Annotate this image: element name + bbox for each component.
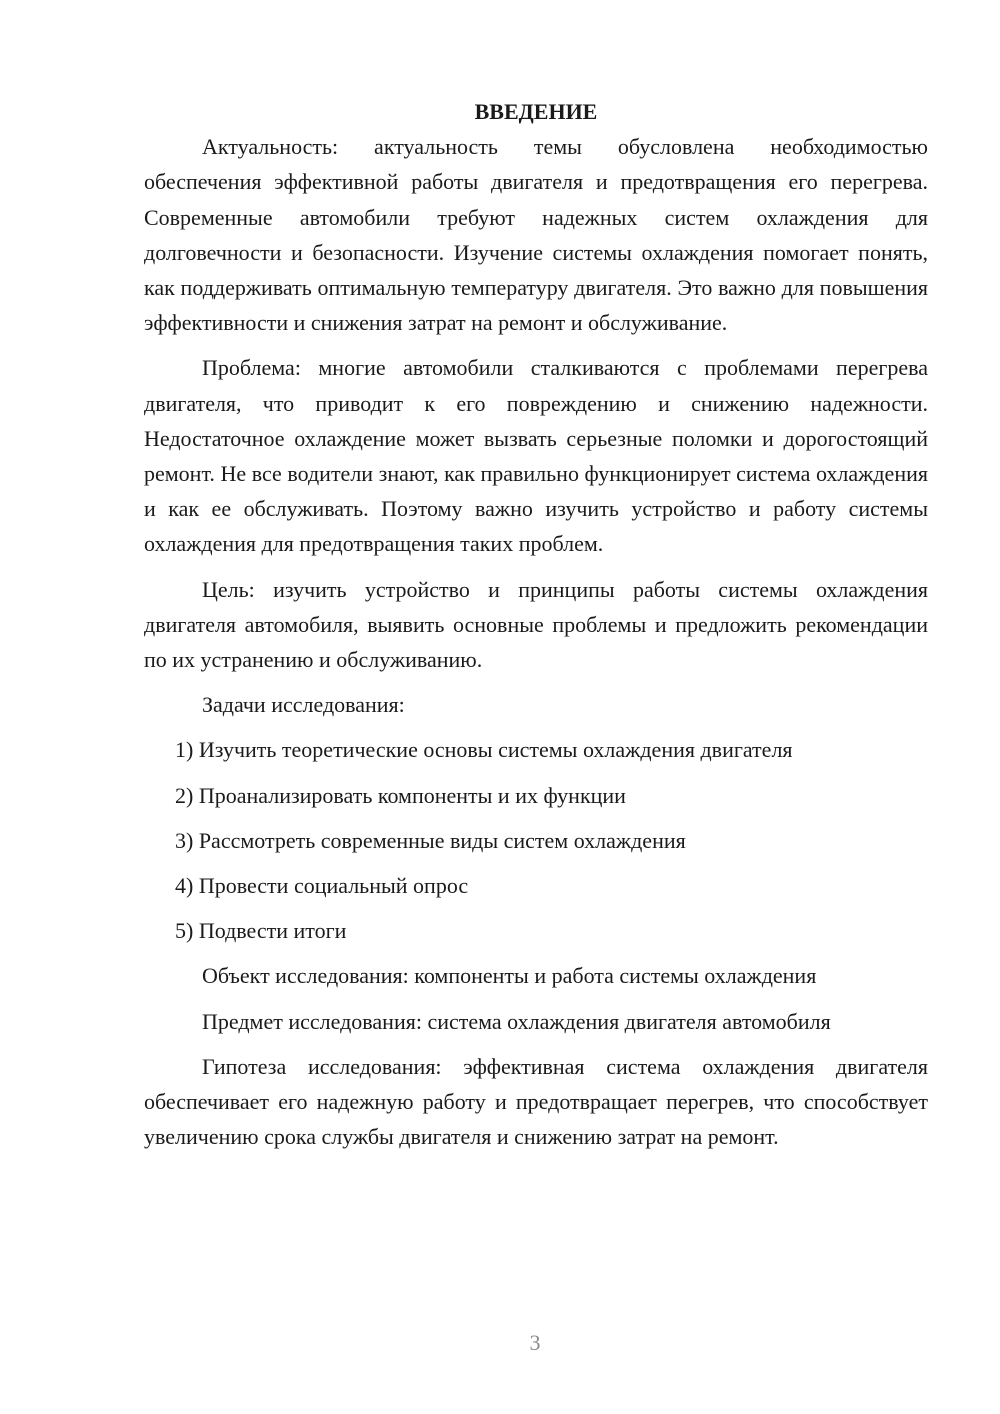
tasks-list bbox=[144, 732, 928, 948]
paragraph-subject: Предмет исследования: система охлаждения двигателя автомобиля bbox=[202, 1008, 831, 1034]
paragraph-object: Объект исследования: компоненты и работа системы охлаждения bbox=[202, 963, 817, 989]
list-item: 5) Подвести итоги bbox=[175, 918, 347, 944]
paragraph-hypothesis: Гипотеза исследования: эффективная система охлаждения двигателя обеспечивает его надежную работу и предотвращает перегрев, что способствует увеличению срока службы двигателя и снижению затрат на ремонт. bbox=[144, 1053, 928, 1150]
paragraph-relevance: Актуальность: актуальность темы обусловлена необходимостью обеспечения эффективной работы двигателя и предотвращения его перегрева. Современные автомобили требуют надежных систем охлаждения для долговечности и безопасности. Изучение системы охлаждения помогает понять, как поддерживать оптимальную температуру двигателя. Это важно для повышения эффективности и снижения затрат на ремонт и обслуживание. bbox=[144, 134, 928, 336]
paragraph-problem: Проблема: многие автомобили сталкиваются с проблемами перегрева двигателя, что приводит к его повреждению и снижению надежности. Недостаточное охлаждение может вызвать серьезные поломки и дорогостоящий ремонт. Не все водители знают, как правильно функционирует система охлаждения и как ее обслуживать. Поэтому важно изучить устройство и работу системы охлаждения для предотвращения таких проблем. bbox=[144, 355, 928, 557]
list-item: 4) Провести социальный опрос bbox=[175, 873, 469, 899]
list-item: 3) Рассмотреть современные виды систем охлаждения bbox=[175, 827, 686, 853]
tasks-title: Задачи исследования: bbox=[202, 692, 405, 718]
list-item: 2) Проанализировать компоненты и их функции bbox=[175, 782, 626, 808]
page-content bbox=[144, 94, 928, 1154]
list-item: 1) Изучить теоретические основы системы охлаждения двигателя bbox=[175, 737, 793, 763]
page-heading: ВВЕДЕНИЕ bbox=[474, 99, 598, 124]
paragraph-goal: Цель: изучить устройство и принципы работы системы охлаждения двигателя автомобиля, выявить основные проблемы и предложить рекомендации по их устранению и обслуживанию. bbox=[144, 576, 928, 673]
page-number: 3 bbox=[529, 1330, 541, 1355]
